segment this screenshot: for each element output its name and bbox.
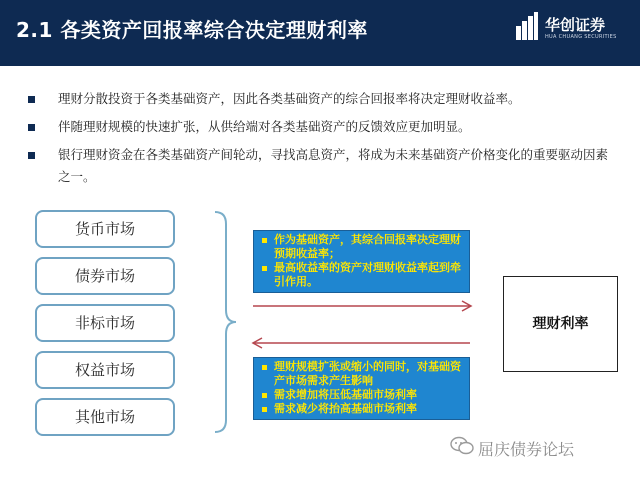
bullet-text: 银行理财资金在各类基础资产间轮动，寻找高息资产，将成为未来基础资产价格变化的重要驱动因素之一。 xyxy=(58,147,609,184)
page-title: 2.1 各类资产回报率综合决定理财利率 xyxy=(16,18,368,42)
market-box-bond: 债券市场 xyxy=(35,257,175,295)
info-line-text: 需求增加将压低基础市场利率 xyxy=(274,388,417,401)
market-box-nonstandard: 非标市场 xyxy=(35,304,175,342)
logo-text-cn: 华创证券 xyxy=(545,16,606,34)
bullet-dot-icon xyxy=(262,238,267,243)
info-line xyxy=(262,261,463,289)
market-box-equity: 权益市场 xyxy=(35,351,175,389)
info-line-text: 需求减少将抬高基础市场利率 xyxy=(274,402,417,415)
info-line xyxy=(262,388,463,402)
bullet-text: 伴随理财规模的快速扩张，从供给端对各类基础资产的反馈效应更加明显。 xyxy=(58,119,471,134)
bullet-text: 理财分散投资于各类基础资产，因此各类基础资产的综合回报率将决定理财收益率。 xyxy=(58,91,521,106)
info-box-top xyxy=(253,230,470,293)
info-line-text: 理财规模扩张或缩小的同时，对基础资产市场需求产生影响 xyxy=(274,360,461,387)
bullet-dot-icon xyxy=(262,407,267,412)
info-box-bottom xyxy=(253,357,470,420)
market-box-money: 货币市场 xyxy=(35,210,175,248)
right-brace xyxy=(215,212,236,432)
info-line xyxy=(262,402,463,416)
market-box-other: 其他市场 xyxy=(35,398,175,436)
target-box-wealth-rate: 理财利率 xyxy=(503,276,618,372)
info-line xyxy=(262,233,463,261)
bullet-dot-icon xyxy=(262,266,267,271)
info-line-text: 最高收益率的资产对理财收益率起到牵引作用。 xyxy=(274,261,461,288)
watermark-text: 屈庆债券论坛 xyxy=(478,440,575,459)
logo-text-en: HUA CHUANG SECURITIES xyxy=(545,34,617,40)
info-line xyxy=(262,360,463,388)
wechat-icon xyxy=(450,436,474,456)
info-line-text: 作为基础资产，其综合回报率决定理财预期收益率； xyxy=(274,233,461,260)
arrow-right xyxy=(253,301,471,311)
arrow-left xyxy=(253,338,470,348)
bullet-dot-icon xyxy=(262,393,267,398)
bullet-dot-icon xyxy=(262,365,267,370)
